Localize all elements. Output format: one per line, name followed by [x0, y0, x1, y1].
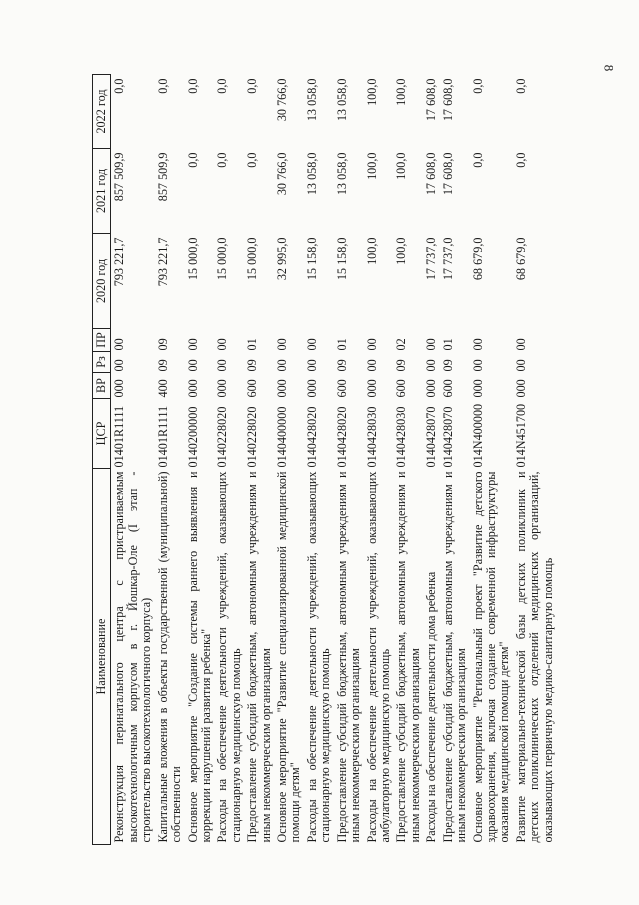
table-row — [304, 75, 334, 845]
row-rz: 00 — [275, 359, 290, 372]
header-pr: ПР — [93, 329, 111, 352]
table-row — [513, 75, 556, 845]
row-2020: 15 000,0 — [185, 237, 200, 281]
row-2020: 793 221,7 — [112, 237, 127, 287]
row-pr: 00 — [215, 338, 230, 351]
row-rz: 09 — [394, 359, 409, 372]
row-pr: 01 — [245, 338, 260, 351]
table-body — [111, 75, 556, 845]
row-csr: 0140428030 — [364, 406, 379, 468]
row-2020: 17 737,0 — [440, 237, 455, 281]
row-2022: 100,0 — [364, 78, 379, 106]
row-2021: 17 608,0 — [440, 152, 455, 196]
row-2022: 0,0 — [185, 78, 200, 94]
row-csr: 0140228020 — [215, 406, 230, 468]
row-name: Развитие материально-технической базы детских поликлиник и детских поликлинических отделений медицинских организаций, оказывающих первичную медико-санитарную помощь — [513, 471, 555, 843]
row-name: Реконструкция перинатального центра с пристраиваемым высокотехнологичным корпусом в г. Йошкар-Оле (I этап - строительство высокотехнологичного корпуса) — [112, 471, 154, 843]
row-2021: 0,0 — [185, 152, 200, 168]
row-2022: 17 608,0 — [424, 78, 439, 122]
row-vr: 000 — [275, 379, 290, 398]
row-rz: 00 — [185, 359, 200, 372]
row-vr: 000 — [470, 379, 485, 398]
row-2021: 100,0 — [364, 152, 379, 180]
table-row — [334, 75, 364, 845]
row-pr: 00 — [275, 338, 290, 351]
header-2021: 2021 год — [93, 149, 111, 234]
row-csr: 0140200000 — [185, 406, 200, 468]
row-rz: 09 — [245, 359, 260, 372]
row-2021: 13 058,0 — [334, 152, 349, 196]
row-2021: 100,0 — [394, 152, 409, 180]
row-csr: 0140428030 — [394, 406, 409, 468]
row-2020: 68 679,0 — [513, 237, 528, 281]
table-row — [214, 75, 244, 845]
row-vr: 600 — [334, 379, 349, 398]
row-name: Расходы на обеспечение деятельности учреждений, оказывающих стационарную медицинскую помощь — [215, 471, 243, 843]
row-rz: 00 — [424, 359, 439, 372]
header-rz: Рз — [93, 352, 111, 373]
row-pr: 09 — [155, 338, 170, 351]
table-row — [185, 75, 215, 845]
row-2020: 100,0 — [394, 237, 409, 265]
row-2022: 100,0 — [394, 78, 409, 106]
table-row — [423, 75, 439, 845]
row-csr: 0140428070 — [424, 406, 439, 468]
row-vr: 000 — [424, 379, 439, 398]
row-vr: 000 — [112, 379, 127, 398]
row-2020: 32 995,0 — [275, 237, 290, 281]
row-2020: 68 679,0 — [470, 237, 485, 281]
row-2020: 15 158,0 — [304, 237, 319, 281]
row-rz: 09 — [440, 359, 455, 372]
row-2020: 15 158,0 — [334, 237, 349, 281]
row-2022: 13 058,0 — [334, 78, 349, 122]
row-2022: 0,0 — [155, 78, 170, 94]
row-2022: 30 766,0 — [275, 78, 290, 122]
row-csr: 014N400000 — [470, 403, 485, 468]
row-csr: 01401R1111 — [112, 405, 127, 468]
row-name: Основное мероприятие "Создание системы раннего выявления и коррекции нарушений развития ребенка" — [185, 471, 213, 843]
row-vr: 600 — [394, 379, 409, 398]
table-row — [364, 75, 394, 845]
row-pr: 02 — [394, 338, 409, 351]
row-pr: 00 — [470, 338, 485, 351]
row-name: Расходы на обеспечение деятельности дома ребенка — [424, 571, 439, 843]
row-name: Основное мероприятие "Развитие специализированной медицинской помощи детям" — [275, 471, 303, 843]
row-vr: 000 — [513, 379, 528, 398]
row-rz: 00 — [304, 359, 319, 372]
row-2021: 0,0 — [470, 152, 485, 168]
table-row — [470, 75, 513, 845]
row-2020: 15 000,0 — [245, 237, 260, 281]
header-name: Наименование — [93, 469, 111, 845]
row-2022: 0,0 — [215, 78, 230, 94]
header-2022: 2022 год — [93, 75, 111, 149]
row-vr: 000 — [215, 379, 230, 398]
row-pr: 01 — [440, 338, 455, 351]
row-2021: 13 058,0 — [304, 152, 319, 196]
budget-table-rotated — [92, 75, 602, 845]
row-2022: 0,0 — [245, 78, 260, 94]
row-rz: 09 — [155, 359, 170, 372]
row-2021: 17 608,0 — [424, 152, 439, 196]
header-2020: 2020 год — [93, 234, 111, 329]
row-name: Расходы на обеспечение деятельности учреждений, оказывающих амбулаторную медицинскую помощь — [364, 471, 393, 843]
row-vr: 000 — [364, 379, 379, 398]
row-csr: 0140400000 — [275, 406, 290, 468]
header-row — [93, 75, 111, 845]
row-csr: 01401R1111 — [155, 405, 170, 468]
row-2021: 857 509,9 — [112, 152, 127, 202]
row-2020: 793 221,7 — [155, 237, 170, 287]
row-name: Расходы на обеспечение деятельности учреждений, оказывающих стационарную медицинскую помощь — [304, 471, 333, 843]
row-name: Основное мероприятие "Региональный проект "Развитие детского здравоохранения, включая создание современной инфраструктуры оказания медицинской помощи детям" — [470, 471, 512, 843]
row-vr: 600 — [440, 379, 455, 398]
row-name: Предоставление субсидий бюджетным, автономным учреждениям и иным некоммерческим организациям — [394, 471, 422, 843]
row-rz: 00 — [513, 359, 528, 372]
row-pr: 01 — [334, 338, 349, 351]
row-pr: 00 — [364, 338, 379, 351]
row-2021: 0,0 — [215, 152, 230, 168]
row-csr: 0140428070 — [440, 406, 455, 468]
row-vr: 400 — [155, 379, 170, 398]
row-rz: 09 — [334, 359, 349, 372]
budget-table — [92, 74, 556, 845]
row-name: Предоставление субсидий бюджетным, автономным учреждениям и иным некоммерческим организациям — [334, 471, 363, 843]
row-name: Предоставление субсидий бюджетным, автономным учреждениям и иным некоммерческим организациям — [245, 471, 273, 843]
row-2021: 0,0 — [245, 152, 260, 168]
table-row — [244, 75, 274, 845]
row-csr: 0140228020 — [245, 406, 260, 468]
page-number: 8 — [600, 64, 616, 72]
row-pr: 00 — [304, 338, 319, 351]
row-2020: 100,0 — [364, 237, 379, 265]
row-rz: 00 — [364, 359, 379, 372]
table-row — [111, 75, 155, 845]
table-row — [440, 75, 470, 845]
row-2022: 0,0 — [513, 78, 528, 94]
row-rz: 00 — [470, 359, 485, 372]
row-2022: 0,0 — [470, 78, 485, 94]
table-row — [155, 75, 185, 845]
row-pr: 00 — [424, 338, 439, 351]
row-vr: 000 — [185, 379, 200, 398]
row-name: Капитальные вложения в объекты государственной (муниципальной) собственности — [155, 471, 184, 843]
header-csr: ЦСР — [93, 399, 111, 469]
table-row — [393, 75, 423, 845]
row-vr: 000 — [304, 379, 319, 398]
row-2020: 17 737,0 — [424, 237, 439, 281]
row-csr: 014N451700 — [513, 403, 528, 468]
row-vr: 600 — [245, 379, 260, 398]
row-2021: 0,0 — [513, 152, 528, 168]
row-pr: 00 — [112, 338, 127, 351]
row-2021: 30 766,0 — [275, 152, 290, 196]
row-2022: 0,0 — [112, 78, 127, 94]
row-pr: 00 — [513, 338, 528, 351]
header-vr: ВР — [93, 373, 111, 399]
row-2020: 15 000,0 — [215, 237, 230, 281]
row-2022: 17 608,0 — [440, 78, 455, 122]
row-csr: 0140428020 — [334, 406, 349, 468]
row-2022: 13 058,0 — [304, 78, 319, 122]
table-row — [274, 75, 304, 845]
row-pr: 00 — [185, 338, 200, 351]
row-rz: 00 — [112, 359, 127, 372]
row-2021: 857 509,9 — [155, 152, 170, 202]
row-csr: 0140428020 — [304, 406, 319, 468]
row-name: Предоставление субсидий бюджетным, автономным учреждениям и иным некоммерческим организациям — [440, 471, 469, 843]
row-rz: 00 — [215, 359, 230, 372]
